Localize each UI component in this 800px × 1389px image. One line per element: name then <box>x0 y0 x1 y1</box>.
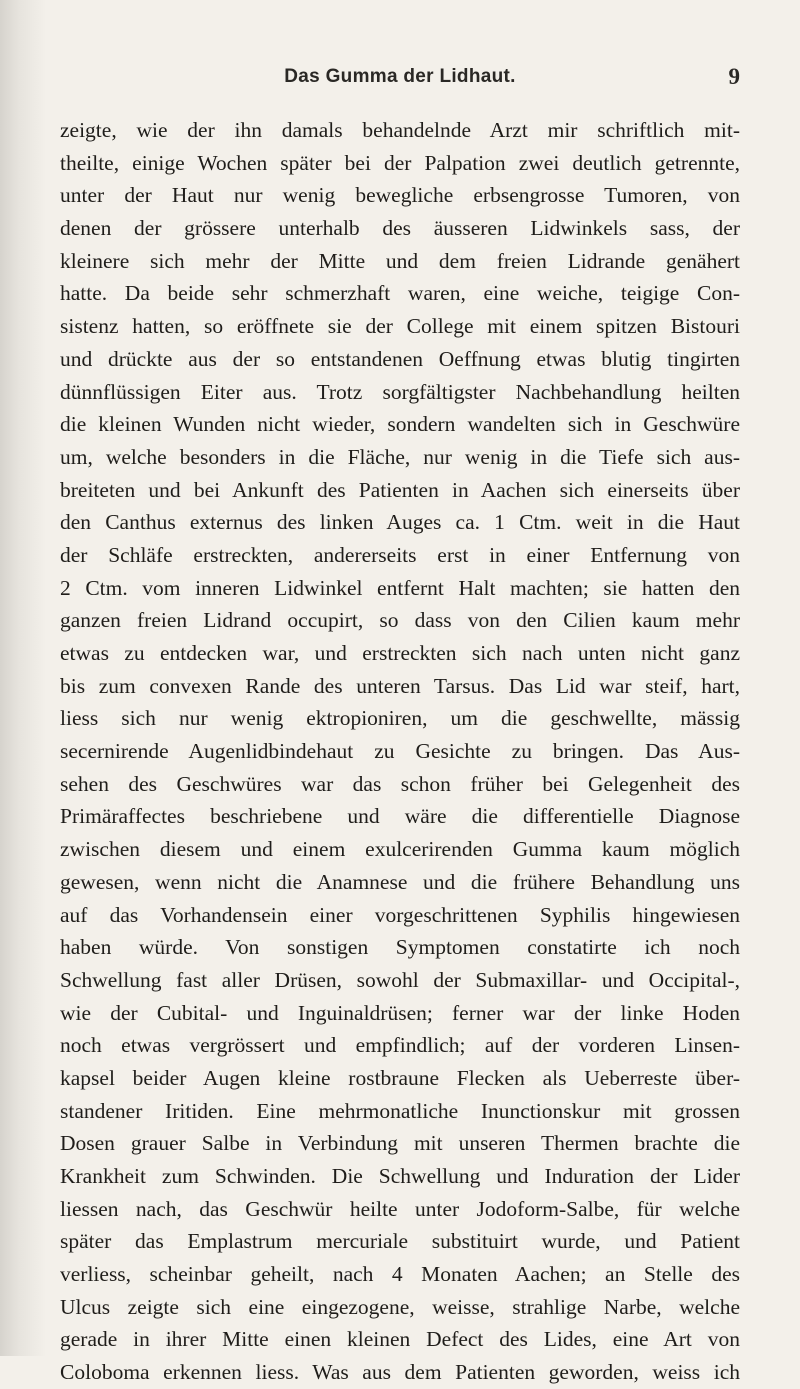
text-line: standener Iritiden. Eine mehrmonatliche Inunctionskur mit grossen <box>60 1098 740 1123</box>
text-line: und drückte aus der so entstandenen Oeffnung etwas blutig tingirten <box>60 346 740 371</box>
text-line: gewesen, wenn nicht die Anamnese und die frühere Behandlung uns <box>60 869 740 894</box>
running-head <box>60 66 740 94</box>
text-line: noch etwas vergrössert und empfindlich; auf der vorderen Linsen- <box>60 1033 740 1058</box>
text-line: secernirende Augenlidbindehaut zu Gesichte zu bringen. Das Aus- <box>60 739 740 764</box>
body-paragraph <box>60 114 740 1389</box>
text-line: Schwellung fast aller Drüsen, sowohl der Submaxillar- und Occipital-, <box>60 967 740 992</box>
text-line: theilte, einige Wochen später bei der Palpation zwei deutlich getrennte, <box>60 150 740 175</box>
text-line: bis zum convexen Rande des unteren Tarsus. Das Lid war steif, hart, <box>60 673 740 698</box>
text-line: liessen nach, das Geschwür heilte unter Jodoform-Salbe, für welche <box>60 1196 740 1221</box>
text-line: etwas zu entdecken war, und erstreckten sich nach unten nicht ganz <box>60 641 740 665</box>
text-line: liess sich nur wenig ektropioniren, um die geschwellte, mässig <box>60 706 740 731</box>
text-line: zwischen diesem und einem exulcerirenden Gumma kaum möglich <box>60 837 740 862</box>
text-line: Primäraffectes beschriebene und wäre die differentielle Diagnose <box>60 804 740 829</box>
text-line: 2 Ctm. vom inneren Lidwinkel entfernt Halt machten; sie hatten den <box>60 575 740 600</box>
page-edge-shadow <box>0 0 46 1356</box>
text-line: sistenz hatten, so eröffnete sie der College mit einem spitzen Bistouri <box>60 314 740 339</box>
text-line: den Canthus externus des linken Auges ca. 1 Ctm. weit in die Haut <box>60 510 740 535</box>
text-line: die kleinen Wunden nicht wieder, sondern wandelten sich in Geschwüre <box>60 412 740 437</box>
text-line: wie der Cubital- und Inguinaldrüsen; ferner war der linke Hoden <box>60 1000 740 1025</box>
text-line: der Schläfe erstreckten, andererseits erst in einer Entfernung von <box>60 542 740 567</box>
text-line: sehen des Geschwüres war das schon früher bei Gelegenheit des <box>60 771 740 796</box>
text-line: haben würde. Von sonstigen Symptomen constatirte ich noch <box>60 935 740 960</box>
text-line: hatte. Da beide sehr schmerzhaft waren, eine weiche, teigige Con- <box>60 281 740 306</box>
text-line: gerade in ihrer Mitte einen kleinen Defect des Lides, eine Art von <box>60 1327 740 1352</box>
text-line: denen der grössere unterhalb des äusseren Lidwinkels sass, der <box>60 216 740 241</box>
page-number: 9 <box>728 64 740 89</box>
text-line: ganzen freien Lidrand occupirt, so dass von den Cilien kaum mehr <box>60 608 740 633</box>
running-title: Das Gumma der Lidhaut. <box>284 66 516 87</box>
text-line: um, welche besonders in die Fläche, nur wenig in die Tiefe sich aus- <box>60 444 740 469</box>
text-line: dünnflüssigen Eiter aus. Trotz sorgfältigster Nachbehandlung heilten <box>60 379 740 404</box>
text-line: unter der Haut nur wenig bewegliche erbsengrosse Tumoren, von <box>60 183 740 208</box>
text-line: Krankheit zum Schwinden. Die Schwellung und Induration der Lider <box>60 1164 740 1188</box>
text-line: breiteten und bei Ankunft des Patienten in Aachen sich einerseits über <box>60 477 740 502</box>
text-line: Ulcus zeigte sich eine eingezogene, weisse, strahlige Narbe, welche <box>60 1294 740 1319</box>
text-line: Coloboma erkennen liess. Was aus dem Patienten geworden, weiss ich <box>60 1360 740 1385</box>
text-line: zeigte, wie der ihn damals behandelnde Arzt mir schriftlich mit- <box>60 118 740 142</box>
text-line: später das Emplastrum mercuriale substituirt wurde, und Patient <box>60 1229 740 1254</box>
text-line: Dosen grauer Salbe in Verbindung mit unseren Thermen brachte die <box>60 1131 740 1156</box>
text-line: kapsel beider Augen kleine rostbraune Flecken als Ueberreste über- <box>60 1065 740 1090</box>
text-line: auf das Vorhandensein einer vorgeschrittenen Syphilis hingewiesen <box>60 902 740 927</box>
text-line: verliess, scheinbar geheilt, nach 4 Monaten Aachen; an Stelle des <box>60 1262 740 1287</box>
text-line: kleinere sich mehr der Mitte und dem freien Lidrande genähert <box>60 248 740 273</box>
